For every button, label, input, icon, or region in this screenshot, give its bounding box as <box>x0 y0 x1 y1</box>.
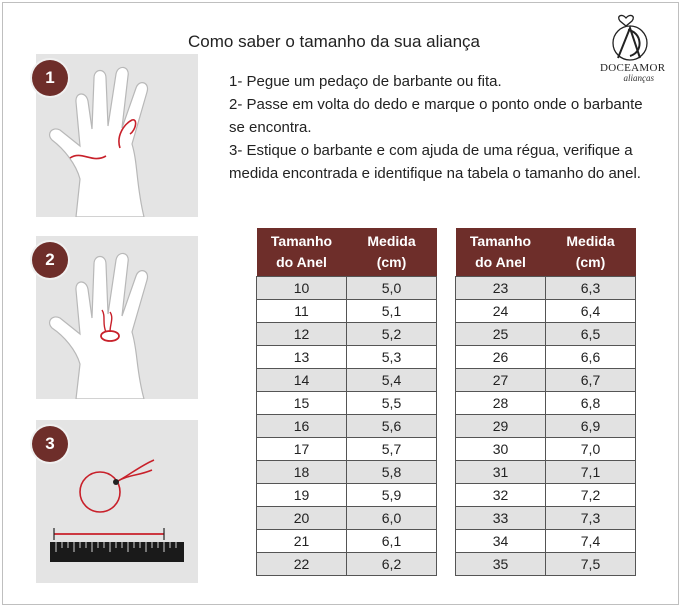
ring-size-cell: 12 <box>257 323 347 346</box>
illustration-panel-3 <box>36 420 198 583</box>
ring-size-cell: 10 <box>257 277 347 300</box>
ring-size-cell: 13 <box>257 346 347 369</box>
ring-size-cell: 17 <box>257 438 347 461</box>
logo-brand-text: DOCEAMOR <box>600 62 666 74</box>
ring-size-cell: 26 <box>456 346 546 369</box>
measure-cell: 7,4 <box>546 530 636 553</box>
header-size-line1: Tamanho <box>469 233 532 249</box>
size-table-left <box>256 228 437 576</box>
table-row <box>257 553 437 576</box>
page-title: Como saber o tamanho da sua aliança <box>188 32 481 51</box>
table-row <box>257 530 437 553</box>
table-row <box>257 438 437 461</box>
header-measure-line1: Medida <box>566 233 615 249</box>
table-row <box>456 346 636 369</box>
table-row <box>257 346 437 369</box>
measure-cell: 5,7 <box>347 438 437 461</box>
measure-cell: 6,0 <box>347 507 437 530</box>
measure-cell: 6,2 <box>347 553 437 576</box>
table-row <box>456 553 636 576</box>
measure-cell: 7,3 <box>546 507 636 530</box>
ring-size-cell: 19 <box>257 484 347 507</box>
step-badge-3: 3 <box>32 426 68 462</box>
step-3: 3- Estique o barbante e com ajuda de uma régua, verifique a medida encontrada e identifique na tabela o tamanho do anel. <box>229 142 641 182</box>
ring-size-cell: 29 <box>456 415 546 438</box>
measure-cell: 6,3 <box>546 277 636 300</box>
table-row <box>257 323 437 346</box>
ring-size-cell: 30 <box>456 438 546 461</box>
measure-cell: 6,7 <box>546 369 636 392</box>
table-row <box>456 323 636 346</box>
ring-size-cell: 20 <box>257 507 347 530</box>
measure-cell: 5,6 <box>347 415 437 438</box>
ring-size-cell: 16 <box>257 415 347 438</box>
table-row <box>456 461 636 484</box>
measure-cell: 6,4 <box>546 300 636 323</box>
step-1: 1- Pegue um pedaço de barbante ou fita. <box>229 73 502 90</box>
header-size-line2: do Anel <box>475 254 526 270</box>
table-row <box>257 392 437 415</box>
header-size-line1: Tamanho <box>270 233 333 249</box>
header-size-line2: do Anel <box>276 254 327 270</box>
ring-size-cell: 31 <box>456 461 546 484</box>
table-row <box>456 530 636 553</box>
measure-cell: 7,1 <box>546 461 636 484</box>
measure-cell: 5,0 <box>347 277 437 300</box>
ring-size-cell: 15 <box>257 392 347 415</box>
table-row <box>257 507 437 530</box>
ring-size-cell: 22 <box>257 553 347 576</box>
table-row <box>257 369 437 392</box>
table-row <box>456 392 636 415</box>
header-measure <box>347 228 437 277</box>
instructions <box>229 70 649 185</box>
table-row <box>257 461 437 484</box>
header-measure-line2: (cm) <box>575 254 606 270</box>
header-size <box>257 228 347 277</box>
logo-monogram-icon <box>608 12 652 64</box>
step-2: 2- Passe em volta do dedo e marque o ponto onde o barbante se encontra. <box>229 96 643 136</box>
measure-cell: 5,3 <box>347 346 437 369</box>
measure-cell: 5,5 <box>347 392 437 415</box>
ring-size-cell: 32 <box>456 484 546 507</box>
header-measure <box>546 228 636 277</box>
step-badge-2: 2 <box>32 242 68 278</box>
measure-cell: 6,1 <box>347 530 437 553</box>
measure-cell: 6,5 <box>546 323 636 346</box>
ring-size-cell: 18 <box>257 461 347 484</box>
table-row <box>456 507 636 530</box>
ring-size-cell: 23 <box>456 277 546 300</box>
measure-cell: 6,8 <box>546 392 636 415</box>
measure-cell: 5,4 <box>347 369 437 392</box>
measure-cell: 7,0 <box>546 438 636 461</box>
ring-size-cell: 24 <box>456 300 546 323</box>
table-row <box>456 369 636 392</box>
measure-cell: 6,9 <box>546 415 636 438</box>
ring-size-cell: 21 <box>257 530 347 553</box>
table-row <box>257 484 437 507</box>
table-row <box>456 484 636 507</box>
table-row <box>257 277 437 300</box>
table-row <box>257 415 437 438</box>
logo-sub-text: alianças <box>623 73 654 83</box>
ring-size-cell: 33 <box>456 507 546 530</box>
measure-cell: 6,6 <box>546 346 636 369</box>
measure-cell: 5,9 <box>347 484 437 507</box>
ring-size-cell: 35 <box>456 553 546 576</box>
table-row <box>456 438 636 461</box>
ring-size-cell: 27 <box>456 369 546 392</box>
ring-size-cell: 28 <box>456 392 546 415</box>
measure-cell: 5,2 <box>347 323 437 346</box>
table-row <box>456 415 636 438</box>
step-badge-1: 1 <box>32 60 68 96</box>
header-measure-line2: (cm) <box>376 254 407 270</box>
measure-cell: 7,5 <box>546 553 636 576</box>
ring-size-cell: 14 <box>257 369 347 392</box>
measure-cell: 5,1 <box>347 300 437 323</box>
table-row <box>456 300 636 323</box>
measure-cell: 7,2 <box>546 484 636 507</box>
header-size <box>456 228 546 277</box>
size-table-right <box>455 228 636 576</box>
ring-size-cell: 25 <box>456 323 546 346</box>
ring-size-cell: 11 <box>257 300 347 323</box>
table-row <box>456 277 636 300</box>
measure-cell: 5,8 <box>347 461 437 484</box>
illustration-panel-2 <box>36 236 198 399</box>
ring-size-cell: 34 <box>456 530 546 553</box>
table-row <box>257 300 437 323</box>
illustration-panel-1 <box>36 54 198 217</box>
header-measure-line1: Medida <box>367 233 416 249</box>
